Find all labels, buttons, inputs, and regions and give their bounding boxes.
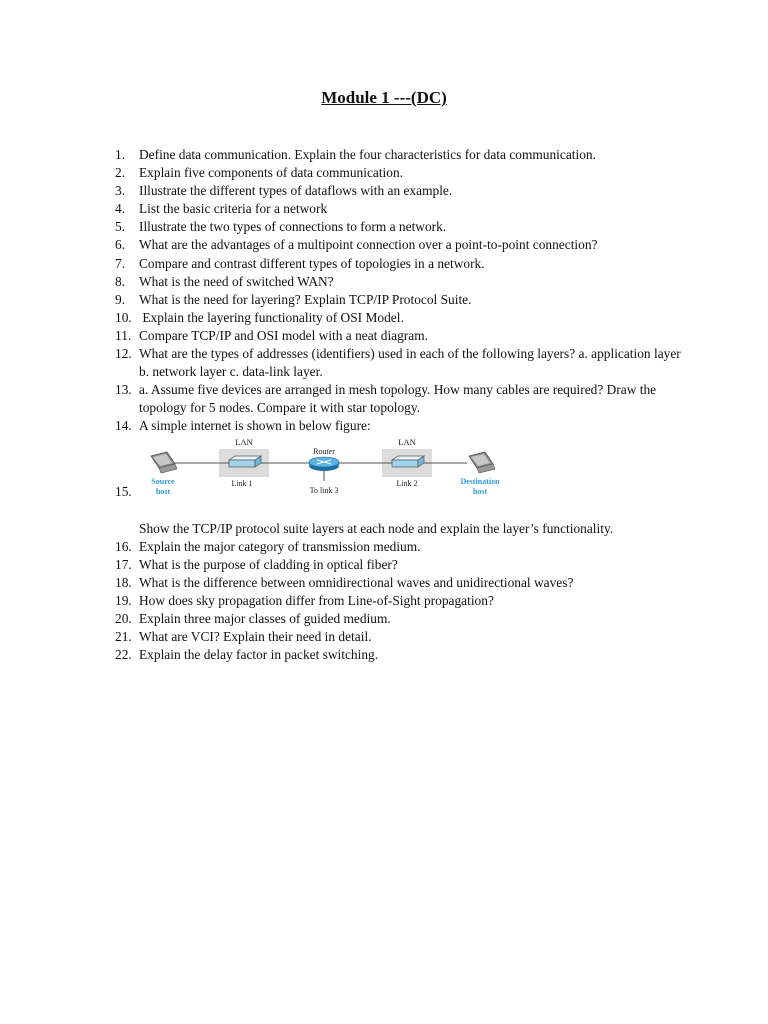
question-22 [115,646,685,664]
question-number: 3. [115,183,126,199]
question-number: 6. [115,237,126,253]
question-text: What is the need of switched WAN? [139,273,334,289]
question-21 [115,628,685,646]
question-number: 13. [115,382,132,398]
question-number: 12. [115,346,132,362]
question-15 [115,520,685,538]
question-number: 11. [115,327,132,343]
question-19 [115,592,685,610]
question-text: Define data communication. Explain the four characteristics for data communication. [139,147,596,162]
destination-host-icon [469,452,495,473]
source-host-icon [151,452,177,473]
question-number: 1. [115,147,126,162]
question-text: Explain the layering functionality of OSI Model. [139,309,404,325]
question-list [115,146,685,664]
question-number: 18. [115,574,132,590]
question-7 [115,255,685,273]
question-number: 7. [115,255,126,271]
switch-2-icon [392,456,424,467]
question-text: Illustrate the different types of dataflows with an example. [139,183,453,199]
question-9 [115,291,685,309]
question-6 [115,236,685,254]
question-number: 9. [115,291,126,307]
question-number: 10. [115,309,132,325]
page-title: Module 1 ---(DC) [321,88,447,107]
question-text: Illustrate the two types of connections to form a network. [139,219,447,235]
question-text: Compare TCP/IP and OSI model with a neat diagram. [139,327,428,343]
source-host-label-1: Source [151,476,175,486]
question-number: 16. [115,538,132,554]
question-11 [115,327,685,345]
question-text: How does sky propagation differ from Line-of-Sight propagation? [139,592,494,608]
question-text: What are the advantages of a multipoint connection over a point-to-point connection? [139,237,598,253]
question-text: What is the need for layering? Explain TCP/IP Protocol Suite. [139,291,472,307]
question-2 [115,164,685,182]
lan-2-label: LAN [398,436,416,447]
link-1-label: Link 1 [231,478,253,488]
question-number: 2. [115,165,126,181]
question-number: 17. [115,556,132,572]
question-number: 8. [115,273,126,289]
question-number: 14. [115,418,132,434]
question-text: What is the difference between omnidirectional waves and unidirectional waves? [139,574,574,590]
question-number: 5. [115,219,126,235]
destination-host-label-2: host [472,486,488,496]
question-text: List the basic criteria for a network [139,201,328,217]
question-15-figure-row [115,436,685,520]
link-3-label: To link 3 [309,485,339,495]
question-12 [115,345,685,381]
question-text: A simple internet is shown in below figure: [139,418,371,434]
question-number: 22. [115,647,132,663]
question-8 [115,273,685,291]
question-14 [115,417,685,435]
internet-figure [145,436,515,506]
source-host-label-2: host [155,486,171,496]
question-text: Explain the delay factor in packet switching. [139,647,379,663]
switch-1-icon [229,456,261,467]
question-number: 19. [115,592,132,608]
question-1 [115,146,685,164]
question-text: a. Assume five devices are arranged in mesh topology. How many cables are required? Draw the topology for 5 nodes. Compare it with star topology. [139,382,657,416]
question-text: What is the purpose of cladding in optical fiber? [139,556,398,572]
question-18 [115,574,685,592]
question-text: What are the types of addresses (identifiers) used in each of the following layers? a. application layer b. network layer c. data-link layer. [139,346,681,380]
question-13 [115,381,685,417]
question-text: Explain five components of data communication. [139,165,404,181]
question-number: 4. [115,201,126,217]
question-text: Explain three major classes of guided medium. [139,610,391,626]
question-text: What are VCI? Explain their need in detail. [139,629,372,645]
link-2-label: Link 2 [396,478,418,488]
question-text: Explain the major category of transmission medium. [139,538,421,554]
question-text: Compare and contrast different types of topologies in a network. [139,255,485,271]
lan-1-label: LAN [235,436,253,447]
question-text: Show the TCP/IP protocol suite layers at each node and explain the layer’s functionality. [139,520,614,536]
router-label: Router [313,446,335,456]
question-17 [115,556,685,574]
question-number: 15. [115,483,132,499]
question-10 [115,309,685,327]
question-number: 20. [115,610,132,626]
destination-host-label-1: Destination [460,476,500,486]
question-4 [115,200,685,218]
router-icon [309,457,339,471]
question-5 [115,218,685,236]
question-3 [115,182,685,200]
question-number: 21. [115,629,132,645]
question-16 [115,538,685,556]
question-20 [115,610,685,628]
